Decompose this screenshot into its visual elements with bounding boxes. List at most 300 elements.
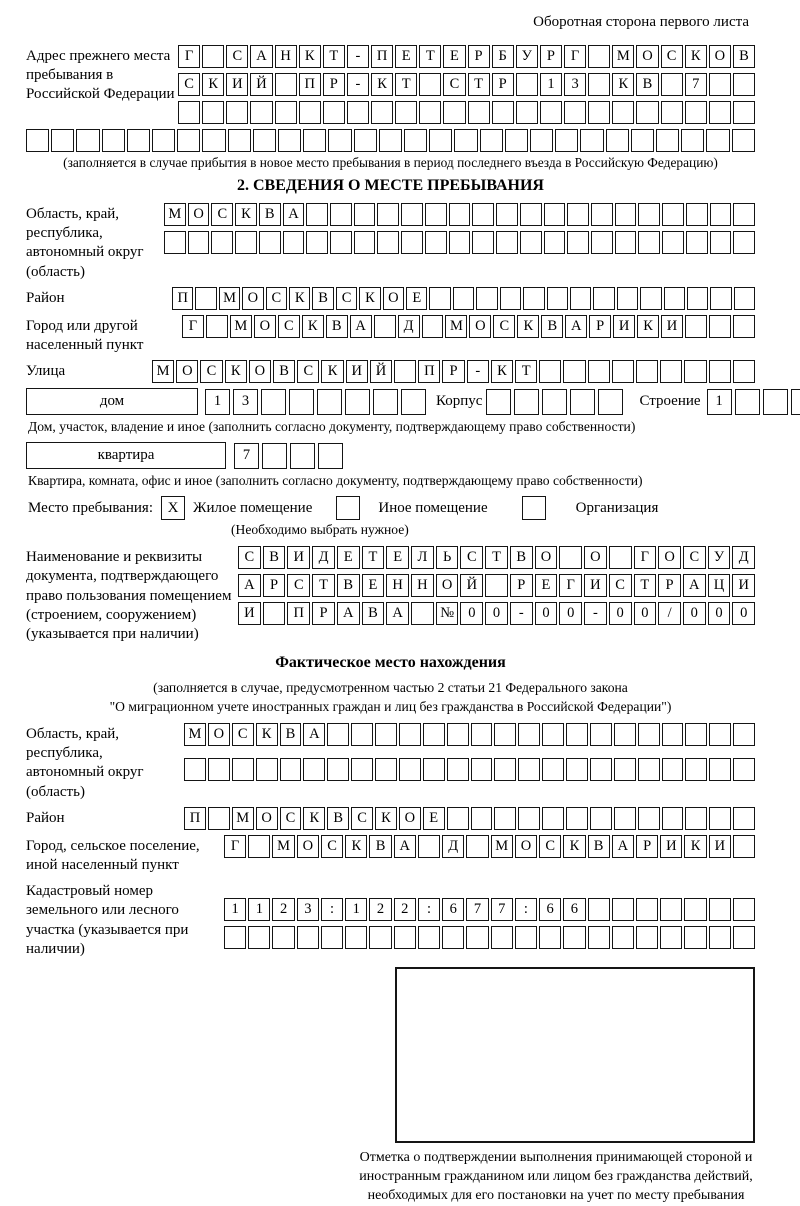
kvartira-caption: Квартира, комната, офис и иное (заполнить согласно документу, подтверждающему право собственности) <box>28 473 643 489</box>
char-cell: 1 <box>540 73 562 96</box>
char-cell <box>275 101 297 124</box>
char-cell: Ц <box>708 574 731 597</box>
char-cell: Е <box>395 45 417 68</box>
char-cell: М <box>184 723 206 746</box>
char-cell: С <box>297 360 319 383</box>
char-cell <box>664 287 685 310</box>
char-cell: : <box>418 898 440 921</box>
char-cell <box>662 231 684 254</box>
char-cell: И <box>613 315 635 338</box>
char-cell: И <box>287 546 310 569</box>
char-cell <box>454 129 477 152</box>
char-cell: 7 <box>685 73 707 96</box>
char-cell <box>466 835 488 858</box>
char-cell <box>514 389 539 415</box>
char-cell: - <box>467 360 489 383</box>
stamp-caption: Отметка о подтверждении выполнения принимающей стороной и иностранным гражданином или лицом без гражданства действий, необходимых для его постановки на учет по месту пребывания <box>359 1149 753 1203</box>
char-cell <box>373 389 398 415</box>
char-boxes-row <box>238 574 755 597</box>
char-cell <box>563 926 585 949</box>
char-cell <box>615 231 637 254</box>
char-cell <box>317 389 342 415</box>
fact-kadastr-label: Кадастровый номер земельного или лесного участка (указывается при наличии) <box>26 883 189 957</box>
char-cell <box>447 807 469 830</box>
char-cell <box>468 101 490 124</box>
char-cell <box>306 231 328 254</box>
char-boxes-row <box>184 807 755 830</box>
char-cell <box>685 723 707 746</box>
char-cell: Б <box>492 45 514 68</box>
char-cell <box>662 807 684 830</box>
char-cell <box>250 101 272 124</box>
char-cell <box>494 723 516 746</box>
char-cell <box>152 129 175 152</box>
char-cell <box>327 723 349 746</box>
char-cell <box>395 101 417 124</box>
char-cell: О <box>399 807 421 830</box>
place-type-note: (Необходимо выбрать нужное) <box>231 522 409 538</box>
char-cell <box>520 231 542 254</box>
char-cell: : <box>321 898 343 921</box>
char-cell <box>636 898 658 921</box>
document-rows <box>238 546 755 625</box>
char-cell <box>485 574 508 597</box>
char-cell: Г <box>182 315 204 338</box>
char-cell <box>567 203 589 226</box>
char-cell <box>518 807 540 830</box>
char-cell: О <box>535 546 558 569</box>
char-cell: Т <box>515 360 537 383</box>
char-cell <box>492 101 514 124</box>
char-cell <box>733 758 755 781</box>
char-cell <box>539 926 561 949</box>
char-cell: Р <box>492 73 514 96</box>
char-cell <box>377 203 399 226</box>
char-cell <box>259 231 281 254</box>
char-cell: М <box>232 807 254 830</box>
char-cell <box>401 203 423 226</box>
char-cell <box>590 807 612 830</box>
char-cell: В <box>263 546 286 569</box>
char-cell <box>564 101 586 124</box>
char-cell <box>345 389 370 415</box>
char-boxes-row <box>182 315 755 338</box>
char-boxes-row <box>238 602 755 625</box>
char-cell <box>226 101 248 124</box>
char-cell: М <box>445 315 467 338</box>
char-cell: Т <box>362 546 385 569</box>
char-cell <box>327 758 349 781</box>
char-cell <box>763 389 788 415</box>
char-cell: 2 <box>394 898 416 921</box>
char-cell: К <box>225 360 247 383</box>
char-cell <box>253 129 276 152</box>
ulitsa-label: Улица <box>26 363 66 380</box>
char-cell <box>563 360 585 383</box>
raion-row <box>26 287 755 310</box>
section2-title: 2. СВЕДЕНИЯ О МЕСТЕ ПРЕБЫВАНИЯ <box>237 177 544 194</box>
char-cell <box>732 129 755 152</box>
char-cell <box>710 203 732 226</box>
char-cell: Р <box>312 602 335 625</box>
char-cell: 7 <box>491 898 513 921</box>
char-cell <box>323 101 345 124</box>
char-cell <box>505 129 528 152</box>
char-cell: 1 <box>248 898 270 921</box>
char-cell <box>709 360 731 383</box>
char-cell: К <box>289 287 310 310</box>
char-boxes-row <box>178 45 755 68</box>
char-cell: П <box>418 360 440 383</box>
char-cell <box>263 602 286 625</box>
char-cell: Н <box>386 574 409 597</box>
char-cell: Е <box>386 546 409 569</box>
char-cell: 0 <box>708 602 731 625</box>
char-boxes-row <box>164 231 755 254</box>
char-cell: В <box>326 315 348 338</box>
char-cell: С <box>238 546 261 569</box>
char-cell <box>347 101 369 124</box>
char-cell: К <box>235 203 257 226</box>
char-cell <box>636 360 658 383</box>
char-cell <box>591 203 613 226</box>
char-cell <box>232 758 254 781</box>
char-cell <box>425 203 447 226</box>
char-cell: А <box>386 602 409 625</box>
char-cell <box>202 129 225 152</box>
char-cell <box>480 129 503 152</box>
char-cell: О <box>436 574 459 597</box>
char-cell: Ь <box>436 546 459 569</box>
char-cell: Р <box>636 835 658 858</box>
char-cell <box>615 203 637 226</box>
ulitsa-row <box>26 360 755 383</box>
char-cell <box>518 723 540 746</box>
char-cell: В <box>280 723 302 746</box>
char-cell <box>425 231 447 254</box>
char-cell <box>609 546 632 569</box>
char-cell <box>202 101 224 124</box>
char-cell: А <box>238 574 261 597</box>
char-cell <box>684 898 706 921</box>
char-cell: С <box>211 203 233 226</box>
raion-label: Район <box>26 289 65 306</box>
char-cell: О <box>208 723 230 746</box>
char-cell <box>394 926 416 949</box>
char-cell: С <box>200 360 222 383</box>
char-cell: С <box>443 73 465 96</box>
char-cell <box>617 287 638 310</box>
korpus-boxes <box>486 389 623 415</box>
char-cell <box>472 203 494 226</box>
char-cell <box>318 443 343 469</box>
char-cell <box>588 45 610 68</box>
char-cell: Д <box>732 546 755 569</box>
char-cell <box>638 231 660 254</box>
char-cell <box>733 231 755 254</box>
char-cell: В <box>327 807 349 830</box>
char-cell: П <box>287 602 310 625</box>
char-cell <box>466 926 488 949</box>
char-cell: М <box>612 45 634 68</box>
char-cell <box>290 443 315 469</box>
char-cell <box>709 723 731 746</box>
char-cell: А <box>394 835 416 858</box>
page-header: Оборотная сторона первого листа <box>533 14 749 30</box>
char-cell: О <box>176 360 198 383</box>
char-cell <box>686 203 708 226</box>
char-cell <box>419 73 441 96</box>
char-cell: У <box>516 45 538 68</box>
char-cell <box>684 360 706 383</box>
char-cell <box>248 926 270 949</box>
prev-address-label: Адрес прежнего места пребывания в Российской Федерации <box>26 48 175 103</box>
char-cell <box>706 129 729 152</box>
char-cell <box>379 129 402 152</box>
char-cell <box>371 101 393 124</box>
char-cell: Е <box>423 807 445 830</box>
char-cell <box>733 835 755 858</box>
char-cell: И <box>732 574 755 597</box>
char-cell: И <box>709 835 731 858</box>
char-cell: Т <box>312 574 335 597</box>
char-cell: 0 <box>683 602 706 625</box>
char-cell <box>570 389 595 415</box>
char-boxes-row <box>178 73 755 96</box>
char-cell: К <box>345 835 367 858</box>
char-cell <box>636 101 658 124</box>
char-cell <box>542 807 564 830</box>
char-cell: В <box>362 602 385 625</box>
char-cell: 6 <box>563 898 585 921</box>
option-label-zhiloe: Жилое помещение <box>193 499 313 516</box>
prev-address-note: (заполняется в случае прибытия в новое место пребывания в период последнего въезда в Российскую Федерацию) <box>63 155 718 170</box>
char-cell <box>588 73 610 96</box>
char-cell: К <box>684 835 706 858</box>
char-cell <box>127 129 150 152</box>
char-cell: П <box>184 807 206 830</box>
char-cell <box>369 926 391 949</box>
fact-oblast-label: Область, край, республика, автономный округ (область) <box>26 726 144 800</box>
char-cell <box>687 287 708 310</box>
char-cell <box>418 835 440 858</box>
oblast-label: Область, край, республика, автономный округ (область) <box>26 206 144 280</box>
char-cell: Т <box>485 546 508 569</box>
char-cell: М <box>230 315 252 338</box>
char-cell <box>638 807 660 830</box>
char-cell <box>588 898 610 921</box>
char-cell <box>733 360 755 383</box>
char-cell <box>710 231 732 254</box>
char-cell: П <box>172 287 193 310</box>
char-cell <box>449 203 471 226</box>
char-cell: В <box>369 835 391 858</box>
char-cell: Р <box>263 574 286 597</box>
char-cell: О <box>297 835 319 858</box>
char-cell <box>566 807 588 830</box>
char-cell: В <box>259 203 281 226</box>
char-cell: М <box>491 835 513 858</box>
char-cell: - <box>347 45 369 68</box>
char-cell <box>685 101 707 124</box>
char-cell <box>540 101 562 124</box>
char-cell <box>685 807 707 830</box>
char-cell <box>612 926 634 949</box>
char-cell <box>638 203 660 226</box>
char-cell <box>709 898 731 921</box>
char-cell <box>542 389 567 415</box>
char-cell <box>330 231 352 254</box>
char-cell: К <box>517 315 539 338</box>
char-boxes-row <box>224 835 755 858</box>
char-cell <box>685 758 707 781</box>
option-label-inoe: Иное помещение <box>378 499 488 516</box>
char-cell: С <box>278 315 300 338</box>
char-cell <box>351 758 373 781</box>
char-cell <box>443 101 465 124</box>
char-cell: К <box>321 360 343 383</box>
char-cell: Г <box>224 835 246 858</box>
char-cell: 0 <box>634 602 657 625</box>
char-cell <box>590 758 612 781</box>
char-cell: 2 <box>272 898 294 921</box>
char-cell <box>303 129 326 152</box>
char-cell: А <box>612 835 634 858</box>
place-type-row <box>28 496 755 520</box>
char-cell <box>539 360 561 383</box>
char-cell <box>636 926 658 949</box>
oblast-block <box>26 203 755 282</box>
char-cell: К <box>359 287 380 310</box>
char-cell: Р <box>540 45 562 68</box>
char-cell: 1 <box>345 898 367 921</box>
char-cell: Е <box>406 287 427 310</box>
char-cell <box>486 389 511 415</box>
char-cell: 0 <box>485 602 508 625</box>
char-cell <box>733 926 755 949</box>
char-cell: С <box>539 835 561 858</box>
char-cell: А <box>565 315 587 338</box>
char-cell: Т <box>468 73 490 96</box>
char-cell <box>542 758 564 781</box>
char-cell <box>306 203 328 226</box>
char-cell: С <box>226 45 248 68</box>
char-cell: К <box>371 73 393 96</box>
char-cell <box>544 231 566 254</box>
char-cell: О <box>515 835 537 858</box>
char-cell: 0 <box>535 602 558 625</box>
char-boxes-row <box>238 546 755 569</box>
char-boxes-row <box>172 287 755 310</box>
char-cell <box>330 203 352 226</box>
char-cell <box>588 360 610 383</box>
prev-address-rows <box>178 45 755 124</box>
char-cell: С <box>683 546 706 569</box>
char-boxes-row <box>224 926 755 949</box>
char-cell: О <box>709 45 731 68</box>
char-cell <box>733 807 755 830</box>
char-cell: И <box>661 315 683 338</box>
char-cell <box>559 546 582 569</box>
char-cell <box>590 723 612 746</box>
char-cell <box>275 73 297 96</box>
char-cell: П <box>371 45 393 68</box>
char-cell: 3 <box>297 898 319 921</box>
option-label-organizatsiya: Организация <box>575 499 659 516</box>
char-cell: Т <box>419 45 441 68</box>
stroenie-boxes <box>707 389 800 415</box>
char-cell <box>496 231 518 254</box>
char-cell <box>345 926 367 949</box>
char-cell <box>299 101 321 124</box>
char-cell: В <box>312 287 333 310</box>
char-cell <box>248 835 270 858</box>
char-cell <box>660 926 682 949</box>
char-cell: О <box>249 360 271 383</box>
char-cell: Е <box>362 574 385 597</box>
char-cell <box>606 129 629 152</box>
char-boxes-row <box>178 101 755 124</box>
char-cell <box>710 287 731 310</box>
char-cell <box>791 389 800 415</box>
char-cell: - <box>584 602 607 625</box>
prev-address-full-row <box>26 129 755 152</box>
char-cell <box>614 807 636 830</box>
char-cell <box>164 231 186 254</box>
char-cell <box>733 315 755 338</box>
char-cell: Н <box>275 45 297 68</box>
char-cell <box>177 129 200 152</box>
char-cell: А <box>350 315 372 338</box>
char-cell <box>709 73 731 96</box>
char-cell: А <box>303 723 325 746</box>
char-cell: Й <box>460 574 483 597</box>
char-cell: М <box>219 287 240 310</box>
char-cell <box>570 287 591 310</box>
char-cell: Н <box>411 574 434 597</box>
char-cell <box>733 203 755 226</box>
char-cell: В <box>541 315 563 338</box>
char-cell <box>261 389 286 415</box>
char-cell: К <box>612 73 634 96</box>
gorod-label: Город или другой населенный пункт <box>26 317 144 353</box>
char-cell <box>614 723 636 746</box>
char-cell: К <box>491 360 513 383</box>
char-cell: Г <box>178 45 200 68</box>
char-cell: Т <box>395 73 417 96</box>
char-cell: Р <box>510 574 533 597</box>
checkbox-inoe <box>336 496 360 520</box>
char-cell <box>496 203 518 226</box>
char-cell <box>494 807 516 830</box>
char-cell: Г <box>559 574 582 597</box>
char-cell <box>638 723 660 746</box>
char-cell <box>588 101 610 124</box>
char-cell <box>51 129 74 152</box>
gorod-row <box>26 315 755 355</box>
char-cell: М <box>152 360 174 383</box>
char-cell <box>404 129 427 152</box>
char-cell <box>685 315 707 338</box>
char-cell: С <box>287 574 310 597</box>
char-cell: О <box>658 546 681 569</box>
char-cell: С <box>493 315 515 338</box>
char-cell: С <box>661 45 683 68</box>
char-cell <box>734 287 755 310</box>
char-cell <box>202 45 224 68</box>
char-cell: Р <box>442 360 464 383</box>
char-cell <box>471 807 493 830</box>
